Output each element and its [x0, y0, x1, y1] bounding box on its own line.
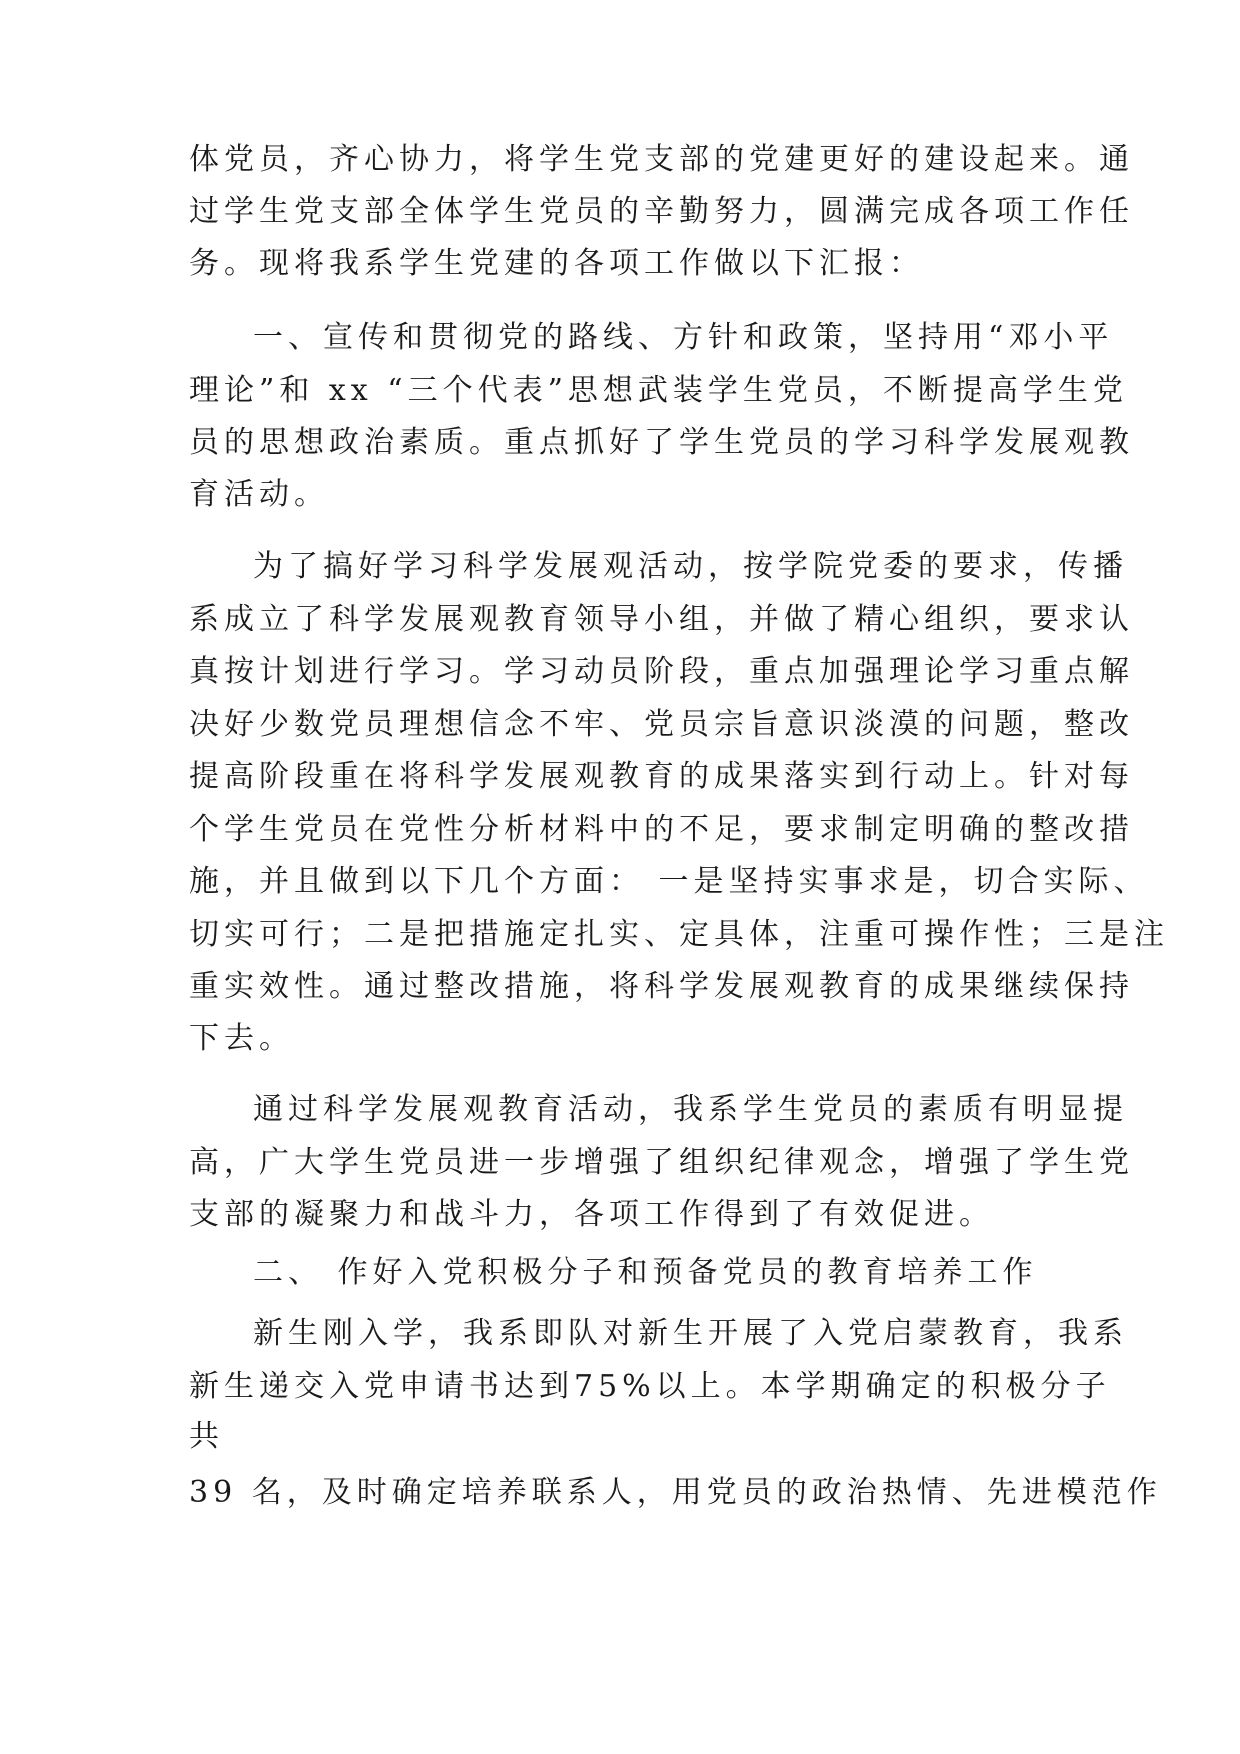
paragraph-3-line-10: 下去。: [189, 1021, 294, 1056]
paragraph-4-line-1: 通过科学发展观教育活动，我系学生党员的素质有明显提: [253, 1092, 1128, 1127]
paragraph-1-line-3: 务。现将我系学生党建的各项工作做以下汇报：: [189, 246, 924, 281]
paragraph-1-line-1: 体党员，齐心协力，将学生党支部的党建更好的建设起来。通: [189, 142, 1134, 177]
paragraph-2-line-2: 理论”和 xx “三个代表”思想武装学生党员，不断提高学生党: [189, 373, 1128, 408]
paragraph-5-line-4: 39 名，及时确定培养联系人，用党员的政治热情、先进模范作: [189, 1475, 1162, 1510]
paragraph-2-line-4: 育活动。: [189, 477, 329, 512]
paragraph-3-line-6: 个学生党员在党性分析材料中的不足，要求制定明确的整改措: [189, 812, 1134, 847]
paragraph-2-line-1: 一、宣传和贯彻党的路线、方针和政策，坚持用“邓小平: [253, 320, 1114, 355]
paragraph-5-line-3: 共: [189, 1419, 224, 1454]
paragraph-1-line-2: 过学生党支部全体学生党员的辛勤努力，圆满完成各项工作任: [189, 194, 1134, 229]
paragraph-3-line-4: 决好少数党员理想信念不牢、党员宗旨意识淡漠的问题，整改: [189, 707, 1134, 742]
paragraph-3-line-2: 系成立了科学发展观教育领导小组，并做了精心组织，要求认: [189, 602, 1134, 637]
paragraph-4-line-3: 支部的凝聚力和战斗力，各项工作得到了有效促进。: [189, 1197, 994, 1232]
paragraph-2-line-3: 员的思想政治素质。重点抓好了学生党员的学习科学发展观教: [189, 425, 1134, 460]
paragraph-3-line-7: 施，并且做到以下几个方面： 一是坚持实事求是，切合实际、: [189, 864, 1149, 899]
section-heading-2: 二、 作好入党积极分子和预备党员的教育培养工作: [253, 1255, 1038, 1290]
paragraph-5-line-2: 新生递交入党申请书达到75%以上。本学期确定的积极分子: [189, 1369, 1111, 1404]
paragraph-3-line-8: 切实可行；二是把措施定扎实、定具体，注重可操作性；三是注: [189, 917, 1169, 952]
paragraph-3-line-3: 真按计划进行学习。学习动员阶段，重点加强理论学习重点解: [189, 654, 1134, 689]
paragraph-3-line-5: 提高阶段重在将科学发展观教育的成果落实到行动上。针对每: [189, 759, 1134, 794]
paragraph-5-line-1: 新生刚入学，我系即队对新生开展了入党启蒙教育，我系: [253, 1316, 1128, 1351]
paragraph-3-line-1: 为了搞好学习科学发展观活动，按学院党委的要求，传播: [253, 549, 1128, 584]
paragraph-3-line-9: 重实效性。通过整改措施，将科学发展观教育的成果继续保持: [189, 969, 1134, 1004]
paragraph-4-line-2: 高，广大学生党员进一步增强了组织纪律观念，增强了学生党: [189, 1145, 1134, 1180]
